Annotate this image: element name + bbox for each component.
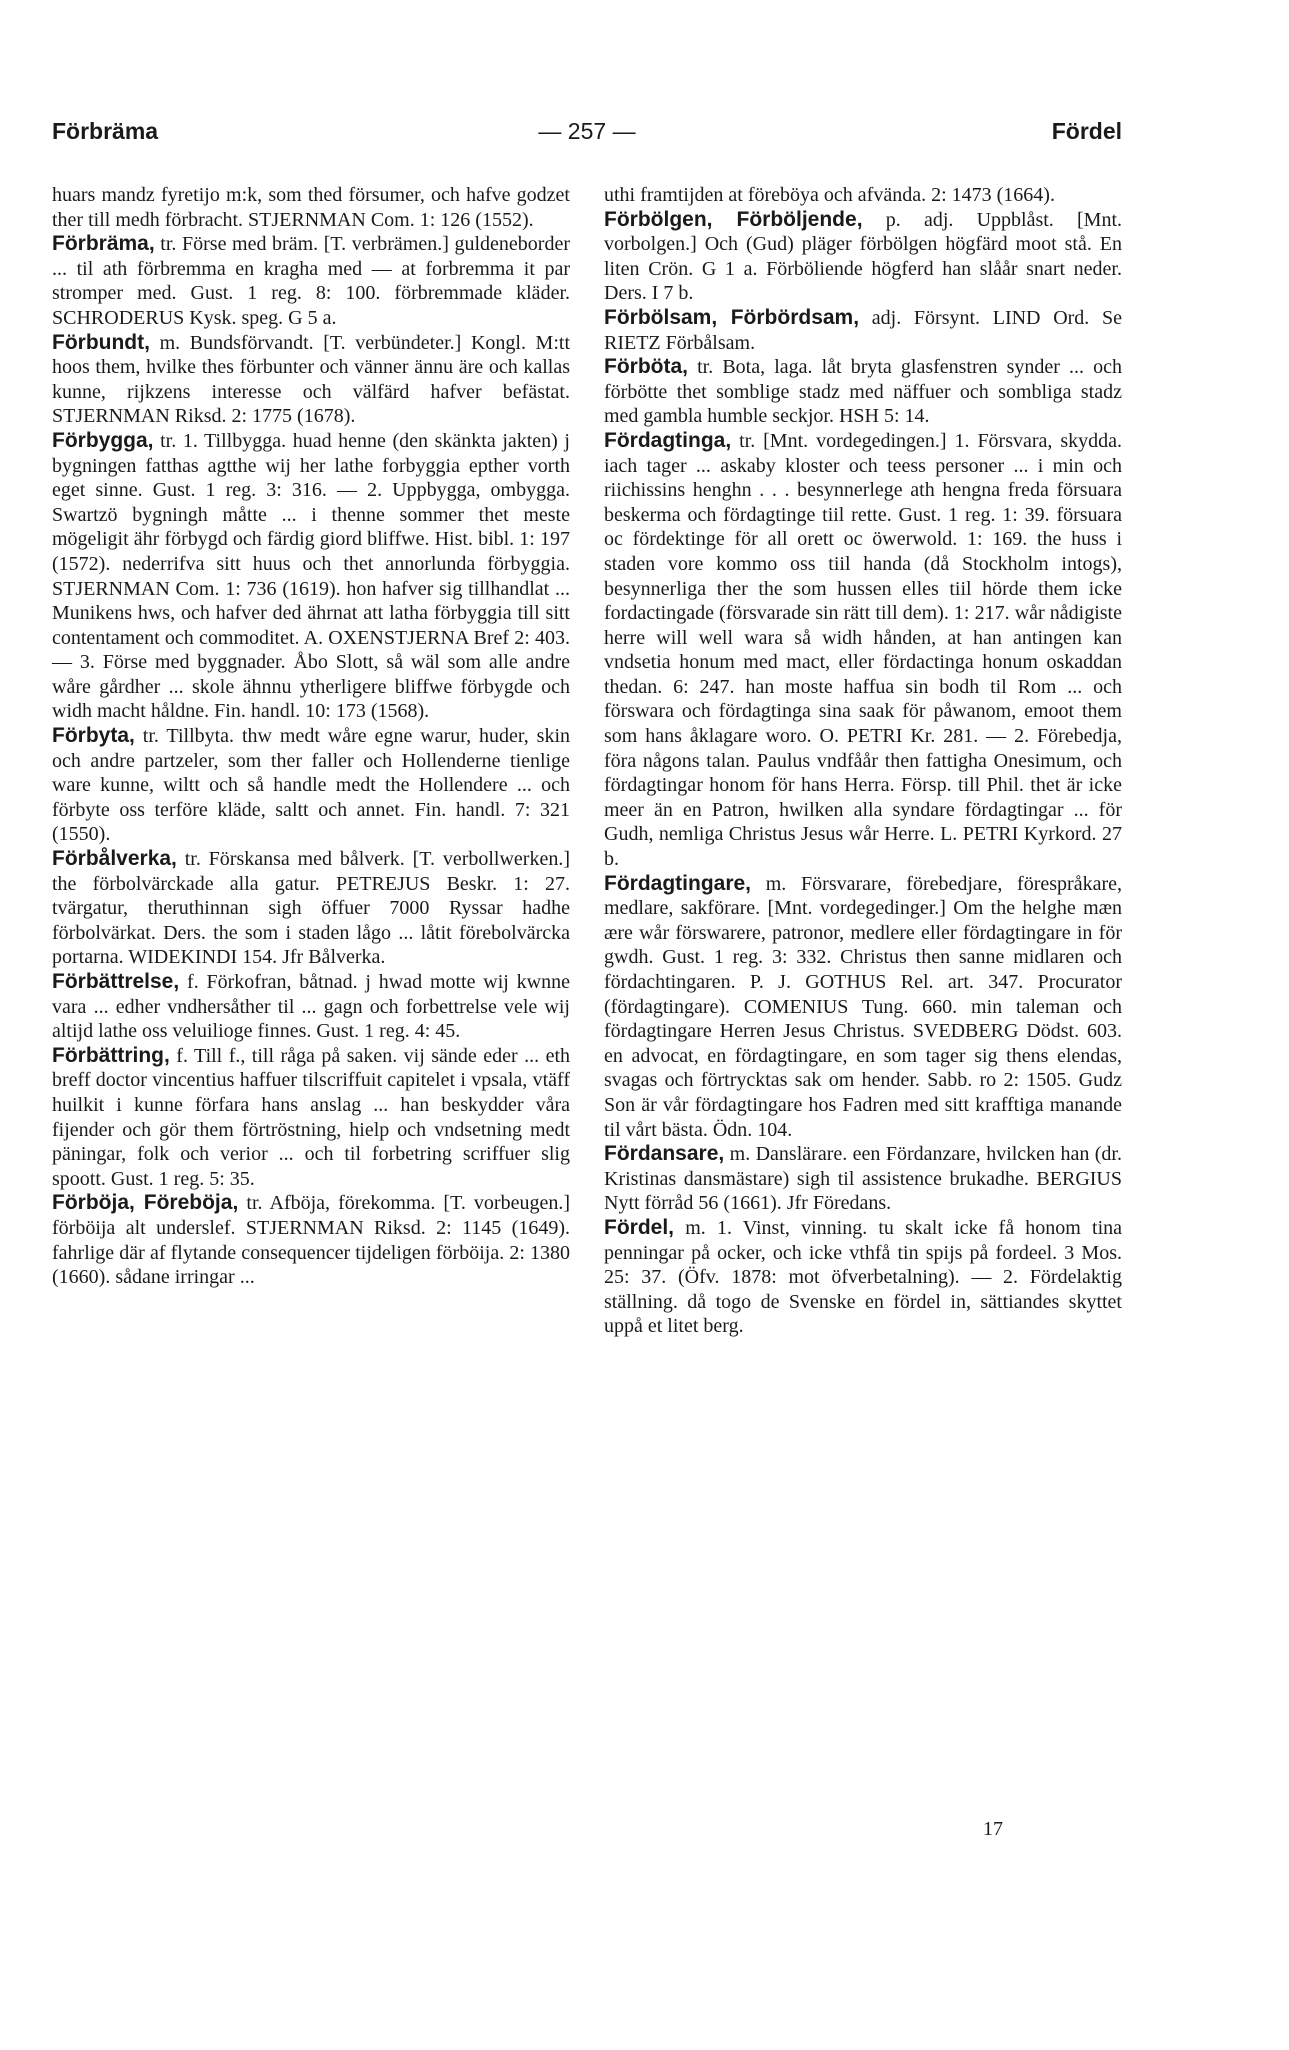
entry-headword: Förbundt, [52,330,150,354]
entry-text: f. Förkofran, båtnad. j hwad motte wij kwnne vara ... edher vndhersåther til ... gagn och forbettrelse vele wij altijd lathe oss veluilioge finnes. Gust. 1 reg. 4: 45. [52,971,570,1043]
entry-headword: Förböta, [604,355,688,379]
printer-signature: 17 [983,1818,1003,1840]
entry-text: tr. Tillbyta. thw medt wåre egne warur, huder, skin och andre partzeler, som ther faller och Hollenderne tienlige ware kunne, wiltt och så handle medt the Hollendere ... och förbyte oss terföre kläde, saltt och annet. Fin. handl. 7: 321 (1550). [52,725,570,846]
header-last-word: Fördel [1051,118,1122,144]
entry-text: f. Till f., till råga på saken. vij sände eder ... eth breff doctor vincentius haffuer tilscriffuit capitelet i vpsala, vtäff huilkit i kunne förfara hans anslag ... han beskydder våra fijender och gör them förtröstning, hielp och vndsetning medt päningar, folk och verior ... och til forbetring scriffuer slig spoott. Gust. 1 reg. 5: 35. [52,1044,571,1190]
entry-text: tr. Afböja, förekomma. [T. vorbeugen.] förböija alt underslef. STJERNMAN Riksd. 2: 1145 (1649). fahrlige där af flytande consequencer tijdeligen förböija. 2: 1380 (1660). sådane irringar ... [52,1192,570,1289]
entry [52,429,570,724]
entry [604,208,1122,306]
right-column [604,183,1122,1339]
entry-headword: Fördagtinga, [604,428,732,452]
entry-text: m. Försvarare, förebedjare, förespråkare, medlare, sakförare. [Mnt. vordegedinger.] Om the helghe mæn ære wår förswarere, patronor, medlere eller fördagtingare in för gwdh. Gust. 1 reg. 3: 332. Christus then sanne midlaren och fördachtingaren. P. J. GOTHUS Rel. art. 347. Procurator (fördagtingare). COMENIUS Tung. 660. min taleman och fördagtingare Herren Jesus Christus. SVEDBERG Dödst. 603. en advocat, en fördagtingare, en som tager sig thens elendas, svagas och förtrycktas sak om hender. Sabb. ro 2: 1505. Gudz Son är vår fördagtingare hos Fadren med sitt krafftiga manande til vårt bästa. Ödn. 104. [604,872,1122,1141]
entry-headword: Förbölsam, Förbördsam, [604,305,860,329]
page-number: — 257 — [538,118,636,144]
entry [604,306,1122,355]
entry-headword: Fördagtingare, [604,871,752,895]
entry [52,1044,570,1192]
entry [52,331,570,429]
entry-continuation [52,183,570,232]
entry-headword: Förbättring, [52,1043,170,1067]
entry [604,1216,1122,1339]
entry-text: m. 1. Vinst, vinning. tu skalt icke få honom tina penningar på ocker, och icke vthfå tin spijs på fordeel. 3 Mos. 25: 37. (Öfv. 1878: mot öfverbetalning). — 2. Fördelaktig ställning. då togo de Svenske en fördel in, sättiandes skyttet uppå et litet berg. [604,1216,1123,1338]
entry-headword: Förbålverka, [52,847,177,871]
entry [52,724,570,847]
entry [604,429,1122,872]
entry [52,1191,570,1289]
entry [52,847,570,970]
entry-headword: Fördansare, [604,1142,725,1166]
entry [604,872,1122,1143]
entry-text: tr. 1. Tillbygga. huad henne (den skänkta jakten) j bygningen fatthas agtthe wij her lathe forbyggia epther vorth eget sinne. Gust. 1 reg. 3: 316. — 2. Uppbygga, ombygga. Swartzö bygningh måtte ... i thenne sommer thet meste mögeligit ähr förbygd och färdig giord bliffwe. Hist. bibl. 1: 197 (1572). nederrifva sitt huus och thet annorlunda förbyggia. STJERNMAN Com. 1: 736 (1619). hon hafver sig tillhandlat ... Munikens hws, och hafver ded ährnat att latha förbyggia till sitt contentament och commoditet. A. OXENSTJERNA Bref 2: 403. — 3. Förse med byggnader. Åbo Slott, så wäl som alle andre wåre gårdher ... skole ähnnu ytherligere bliffwe förbygde och widh macht håldne. Fin. handl. 10: 173 (1568). [52,429,570,723]
entry-headword: Förbygga, [52,428,154,452]
entry-text: uthi framtijden at föreböya och afvända. 2: 1473 (1664). [604,184,1055,206]
entry-text: p. adj. Uppblåst. [Mnt. vorbolgen.] Och (Gud) pläger förbölgen högfärd moot stå. En liten Crön. G 1 a. Förböliende högferd han slåår snart neder. Ders. I 7 b. [604,208,1122,305]
entry-continuation [604,183,1122,208]
header-first-word: Förbräma [52,118,159,144]
entry-text: tr. Förskansa med bålverk. [T. verbollwerken.] the förbolvärckade alla gatur. PETREJUS Beskr. 1: 27. tvärgatur, theruthinnan sigh öffuer 7000 Ryssar hadhe förbolvärkat. Ders. the som i staden lågo ... låtit förebolvärcka portarna. WIDEKINDI 154. Jfr Bålverka. [52,848,571,969]
entry-text: adj. Försynt. LIND Ord. Se RIETZ Förbålsam. [604,306,1122,354]
entry-headword: Fördel, [604,1215,675,1239]
entry [52,232,570,330]
entry [604,355,1122,429]
entry-text: tr. Förse med bräm. [T. verbrämen.] guldeneborder ... til ath förbremma en kragha med — at forbremma it par stromper med. Gust. 1 reg. 8: 100. förbremmade kläder. SCHRODERUS Kysk. speg. G 5 a. [52,233,570,329]
entry-headword: Förbättrelse, [52,970,180,993]
entry [52,970,570,1044]
entry-text: m. Danslärare. een Fördanzare, hvilcken han (dr. Kristinas dansmästare) sigh til assistence brukadhe. BERGIUS Nytt förråd 56 (1661). Jfr Föredans. [604,1143,1122,1215]
entry-headword: Förbyta, [52,724,135,748]
entry-text: tr. [Mnt. vordegedingen.] 1. Försvara, skydda. iach tager ... askaby kloster och teess personer ... i min och riichissins henghn . . . besynnerlege ath hengna freda försuara beskerma och fördagtinge tiil rette. Gust. 1 reg. 1: 39. försuara oc fördektinge för all orett oc öwerwold. 1: 169. the huss i staden vore kommo oss tiil handa (då Stockholm intogs), besynnerliga ther the som hussen elles tiil hörde them icke fordactingade (försvarade sin rätt till dem). 1: 217. wår nådigiste herre will well wara så widh hånden, at han antingen kan vndsetia honum med mact, eller fördactinga honum oskaddan thedan. 6: 247. han moste haffua sin bodh til Rom ... och förswara och fördagtinga sina saak för påwanom, emoot them som hans åklagare woro. O. PETRI Kr. 281. — 2. Förebedja, föra någons talan. Paulus vndfåår then fattigha Onesimum, och fördagtingar honom för hans Herra. Försp. till Phil. thet är icke meer än en Patron, hwilken alla syndare fördagtingar ... för Gudh, nemliga Christus Jesus wår Herre. L. PETRI Kyrkord. 27 b. [604,429,1123,871]
entry-headword: Förböja, Föreböja, [52,1191,239,1215]
entry-headword: Förbräma, [52,232,155,256]
entry-text: tr. Bota, laga. låt bryta glasfenstren synder ... och förbötte thet somblige stadz med näffuer och sombliga stadz med gambla humble seckjor. HSH 5: 14. [604,356,1123,428]
running-header [52,118,1122,148]
entry-headword: Förbölgen, Förböljende, [604,207,863,231]
entry [604,1142,1122,1216]
entry-text: huars mandz fyretijo m:k, som thed försumer, och hafve godzet ther till medh förbracht. STJERNMAN Com. 1: 126 (1552). [52,184,570,231]
left-column [52,183,570,1290]
entry-text: m. Bundsförvandt. [T. verbündeter.] Kongl. M:tt hoos them, hvilke thes förbunter och vänner ännu äre och kallas kunne, rijkzens interesse och välfärd hafver befästat. STJERNMAN Riksd. 2: 1775 (1678). [52,331,571,428]
